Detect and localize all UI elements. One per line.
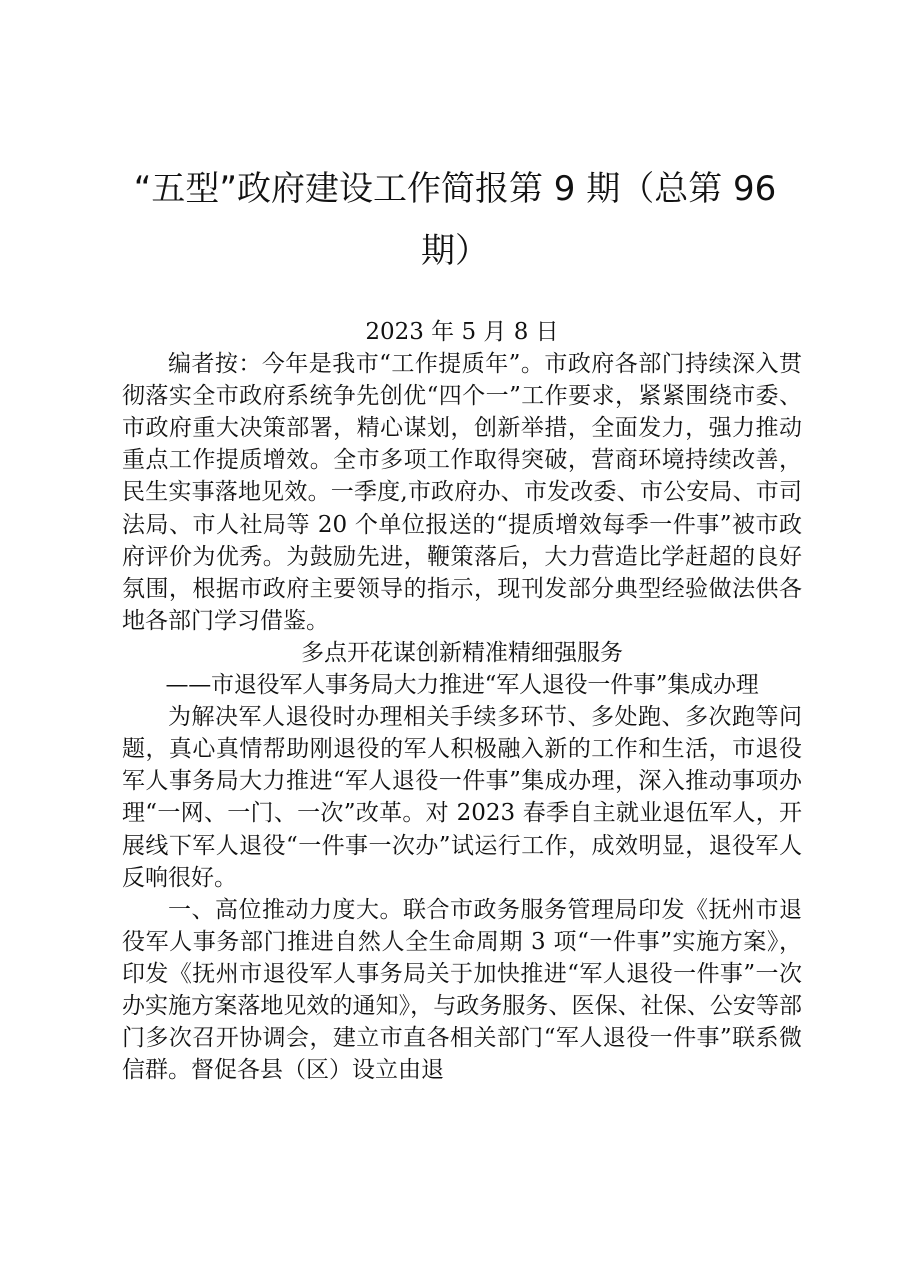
body-paragraph-intro: 为解决军人退役时办理相关手续多环节、多处跑、多次跑等问题，真心真情帮助刚退役的军人积极融入新的工作和生活，市退役军人事务局大力推进“军人退役一件事”集成办理，深入推动事项办理“一网、一门、一次”改革。对 2023 春季自主就业退伍军人，开展线下军人退役“一件事一次办”试运行工作，成效明显，退役军人反响很好。 [122, 704, 802, 891]
document-title: “五型”政府建设工作简报第 9 期（总第 96 期） [133, 169, 777, 271]
document-date: 2023 年 5 月 8 日 [365, 319, 559, 345]
body-paragraph-section-1: 一、高位推动力度大。联合市政务服务管理局印发《抚州市退役军人事务部门推进自然人全生命周期 3 项“一件事”实施方案》，印发《抚州市退役军人事务局关于加快推进“军人退役一件事”一次办实施方案落地见效的通知》，与政务服务、医保、社保、公安等部门多次召开协调会，建立市直各相关部门“军人退役一件事”联系微信群。督促各县（区）设立由退 [122, 896, 802, 1084]
article-subheading: ——市退役军人事务局大力推进“军人退役一件事”集成办理 [165, 672, 759, 699]
document-body [122, 316, 802, 1086]
article-heading: 多点开花谋创新精准精细强服务 [301, 639, 623, 666]
editor-note: 编者按：今年是我市“工作提质年”。市政府各部门持续深入贯彻落实全市政府系统争先创优“四个一”工作要求，紧紧围绕市委、市政府重大决策部署，精心谋划，创新举措，全面发力，强力推动重点工作提质增效。全市多项工作取得突破，营商环境持续改善，民生实事落地见效。一季度,市政府办、市发改委、市公安局、市司法局、市人社局等 20 个单位报送的“提质增效每季一件事”被市政府评价为优秀。为鼓励先进，鞭策落后，大力营造比学赶超的良好氛围，根据市政府主要领导的指示，现刊发部分典型经验做法供各地各部门学习借鉴。 [122, 351, 802, 634]
